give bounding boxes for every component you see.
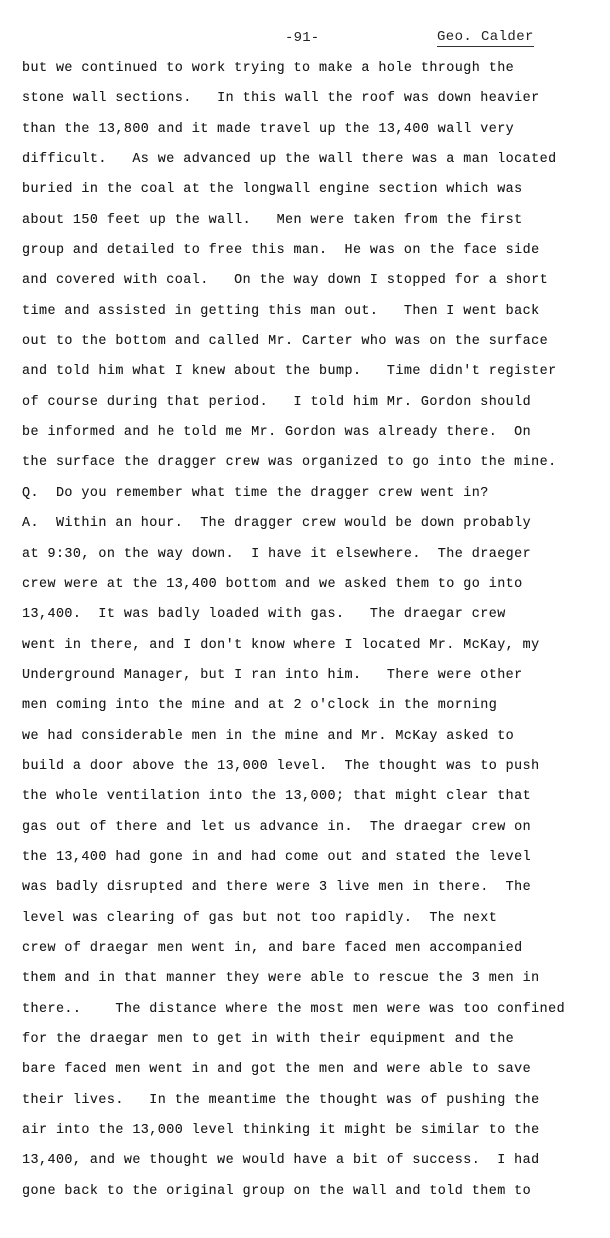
text-line: there.. The distance where the most men were was too confined [22, 1001, 566, 1017]
text-line: build a door above the 13,000 level. The thought was to push [22, 758, 540, 774]
text-line: them and in that manner they were able to rescue the 3 men in [22, 971, 540, 987]
witness-name: Geo. Calder [437, 29, 534, 45]
text-line: about 150 feet up the wall. Men were taken from the first [22, 212, 523, 228]
text-line: crew of draegar men went in, and bare faced men accompanied [22, 940, 523, 956]
text-line: out to the bottom and called Mr. Carter who was on the surface [22, 334, 549, 350]
text-line: buried in the coal at the longwall engine section which was [22, 182, 523, 198]
text-line: than the 13,800 and it made travel up the 13,400 wall very [22, 121, 515, 137]
text-line: be informed and he told me Mr. Gordon was already there. On [22, 425, 532, 441]
text-line: their lives. In the meantime the thought was of pushing the [22, 1092, 540, 1108]
testimony-body [22, 59, 610, 1212]
text-line: the 13,400 had gone in and had come out and stated the level [22, 849, 532, 865]
text-line: stone wall sections. In this wall the roof was down heavier [22, 91, 540, 107]
text-line: at 9:30, on the way down. I have it elsewhere. The draeger [22, 546, 532, 562]
page-number: -91- [285, 30, 320, 46]
text-line: gas out of there and let us advance in. The draegar crew on [22, 819, 532, 835]
text-line: Q. Do you remember what time the dragger crew went in? [22, 485, 489, 501]
text-line: the whole ventilation into the 13,000; that might clear that [22, 789, 532, 805]
text-line: and covered with coal. On the way down I stopped for a short [22, 273, 549, 289]
text-line: level was clearing of gas but not too rapidly. The next [22, 910, 498, 926]
text-line: gone back to the original group on the wall and told them to [22, 1183, 532, 1199]
text-line: the surface the dragger crew was organized to go into the mine. [22, 455, 557, 471]
text-line: men coming into the mine and at 2 o'clock in the morning [22, 698, 498, 714]
text-line: but we continued to work trying to make a hole through the [22, 61, 515, 76]
text-line: we had considerable men in the mine and Mr. McKay asked to [22, 728, 515, 744]
text-line: 13,400, and we thought we would have a bit of success. I had [22, 1153, 540, 1169]
text-line: A. Within an hour. The dragger crew would be down probably [22, 516, 532, 532]
text-line: and told him what I knew about the bump. Time didn't register [22, 364, 557, 380]
text-line: went in there, and I don't know where I located Mr. McKay, my [22, 637, 540, 653]
text-line: was badly disrupted and there were 3 live men in there. The [22, 880, 532, 896]
text-line: 13,400. It was badly loaded with gas. The draegar crew [22, 607, 506, 623]
text-line: bare faced men went in and got the men and were able to save [22, 1062, 532, 1078]
text-line: air into the 13,000 level thinking it might be similar to the [22, 1123, 540, 1139]
text-line: of course during that period. I told him Mr. Gordon should [22, 394, 532, 410]
text-line: group and detailed to free this man. He was on the face side [22, 243, 540, 259]
text-line: crew were at the 13,400 bottom and we asked them to go into [22, 576, 523, 592]
text-line: time and assisted in getting this man out. Then I went back [22, 303, 540, 319]
text-line: Underground Manager, but I ran into him. There were other [22, 667, 523, 683]
text-line: difficult. As we advanced up the wall there was a man located [22, 152, 557, 168]
text-line: for the draegar men to get in with their equipment and the [22, 1032, 515, 1047]
